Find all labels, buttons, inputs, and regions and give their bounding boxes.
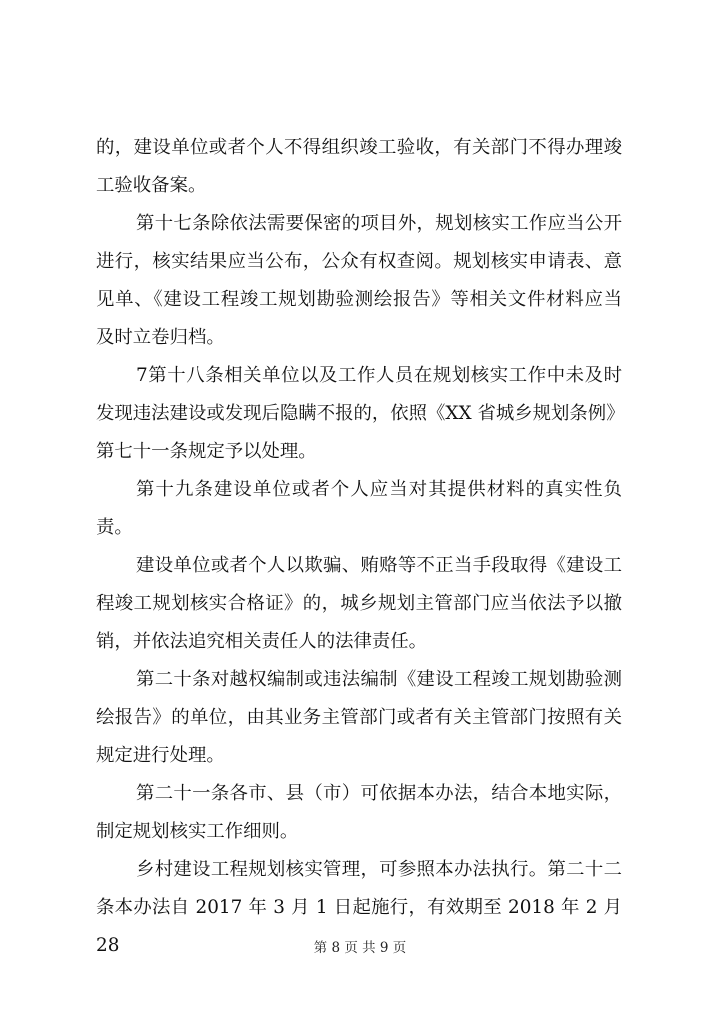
text-line: 的，建设单位或者个人不得组织竣工验收，有关部门不得办理竣 (96, 137, 622, 158)
text-line: 责。 (96, 517, 133, 538)
paragraph (96, 205, 622, 357)
page-number-label: 第 8 页 共 9 页 (313, 940, 407, 956)
paragraph (96, 661, 622, 775)
text-line: 乡村建设工程规划核实管理，可参照本办法执行。第二十二 (136, 859, 622, 880)
text-line: 建设单位或者个人以欺骗、贿赂等不正当手段取得《建设工 (136, 555, 622, 576)
text-line: 程竣工规划核实合格证》的，城乡规划主管部门应当依法予以撤 (96, 593, 622, 614)
text-line: 第二十一条各市、县（市）可依据本办法，结合本地实际， (136, 783, 622, 804)
text-line: 7第十八条相关单位以及工作人员在规划核实工作中未及时 (136, 365, 622, 386)
paragraph (96, 129, 622, 205)
text-line: 第十七条除依法需要保密的项目外，规划核实工作应当公开 (136, 213, 622, 234)
text-line: 第七十一条规定予以处理。 (96, 441, 317, 462)
text-line: 发现违法建设或发现后隐瞒不报的，依照《XX 省城乡规划条例》 (96, 403, 625, 424)
text-line: 条本办法自 2017 年 3 月 1 日起施行，有效期至 2018 年 2 月 28 (96, 897, 622, 956)
text-line: 销，并依法追究相关责任人的法律责任。 (96, 631, 428, 652)
paragraph (96, 775, 622, 851)
text-line: 进行，核实结果应当公布，公众有权查阅。规划核实申请表、意 (96, 251, 622, 272)
text-line: 绘报告》的单位，由其业务主管部门或者有关主管部门按照有关 (96, 707, 622, 728)
page-footer (0, 938, 720, 958)
paragraph (96, 471, 622, 547)
text-line: 制定规划核实工作细则。 (96, 821, 299, 842)
text-line: 及时立卷归档。 (96, 327, 225, 348)
text-line: 见单、《建设工程竣工规划勘验测绘报告》等相关文件材料应当 (96, 289, 622, 310)
text-line: 工验收备案。 (96, 175, 207, 196)
text-line: 第二十条对越权编制或违法编制《建设工程竣工规划勘验测 (136, 669, 622, 690)
paragraph (96, 357, 625, 471)
paragraph (96, 547, 622, 661)
text-line: 第十九条建设单位或者个人应当对其提供材料的真实性负 (136, 479, 622, 500)
text-line: 规定进行处理。 (96, 745, 225, 766)
